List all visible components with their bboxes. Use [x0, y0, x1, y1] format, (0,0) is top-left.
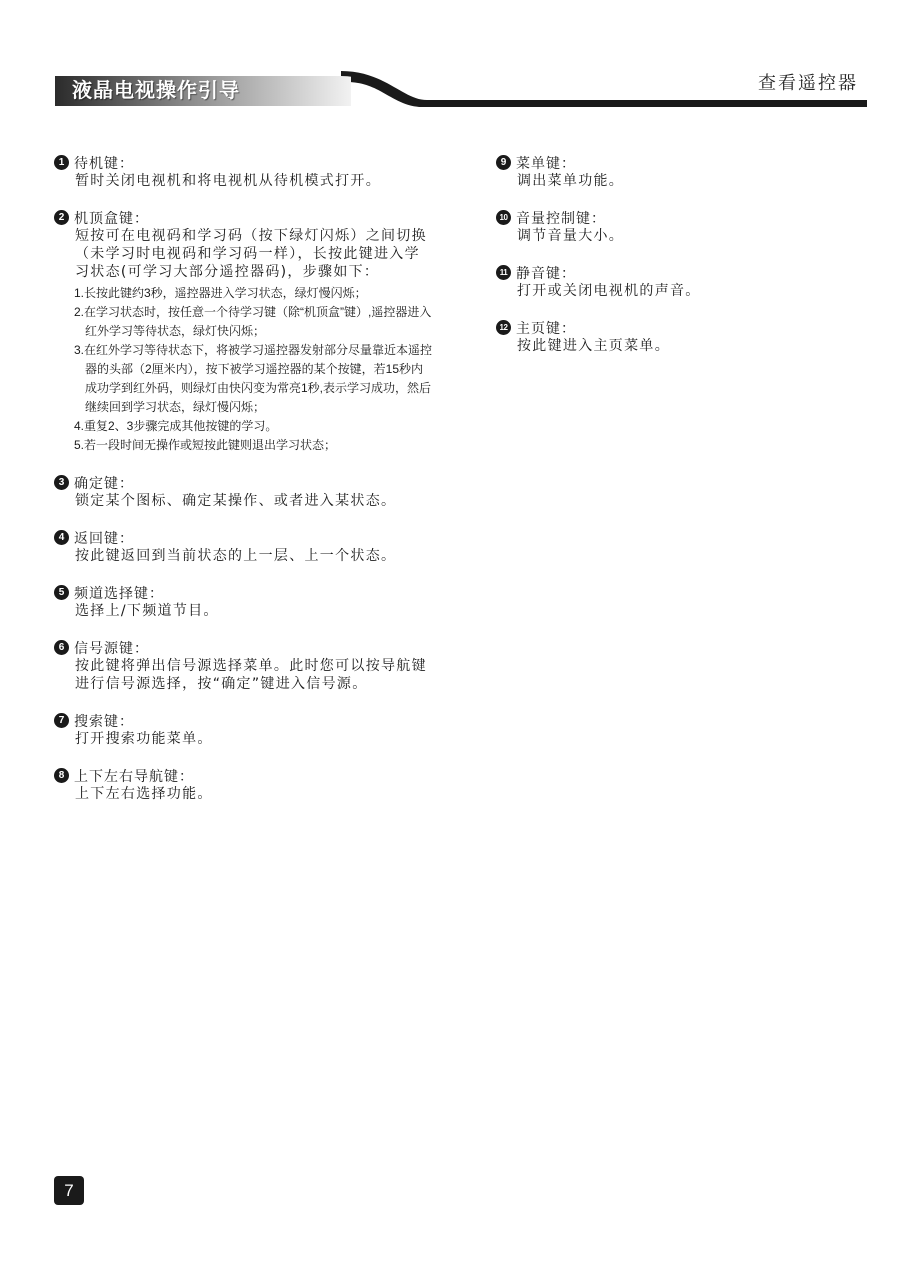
number-badge: 7: [54, 713, 69, 728]
step-text: 1.长按此键约3秒，遥控器进入学习状态，绿灯慢闪烁；: [74, 286, 367, 300]
key-item-menu: [496, 153, 866, 190]
learning-steps: [74, 284, 434, 455]
key-item-navigation: [54, 766, 434, 803]
item-title: 返回键：: [74, 530, 134, 547]
item-title: 待机键：: [74, 155, 134, 172]
item-title: 搜索键：: [74, 713, 134, 730]
number-badge: 9: [496, 155, 511, 170]
key-item-source: [54, 638, 434, 693]
item-desc: 打开或关闭电视机的声音。: [517, 283, 701, 299]
item-title: 菜单键：: [516, 155, 576, 172]
key-item-mute: [496, 263, 866, 300]
key-item-standby: [54, 153, 434, 190]
number-badge: 6: [54, 640, 69, 655]
key-item-channel: [54, 583, 434, 620]
item-desc: 按此键将弹出信号源选择菜单。此时您可以按导航键进行信号源选择，按“确定”键进入信号源。: [75, 658, 427, 692]
step-text: 3.在红外学习等待状态下，将被学习遥控器发射部分尽量靠近本遥控器的头部（2厘米内），按下被学习遥控器的某个按键，若15秒内成功学到红外码，则绿灯由快闪变为常亮1秒,表示学习成功，然后继续回到学习状态，绿灯慢闪烁；: [74, 343, 433, 414]
number-badge: 2: [54, 210, 69, 225]
key-item-back: [54, 528, 434, 565]
number-badge: 10: [496, 210, 511, 225]
page-number: 7: [54, 1176, 84, 1205]
item-title: 信号源键：: [74, 640, 149, 657]
item-desc: 上下左右选择功能。: [75, 786, 213, 802]
key-item-ok: [54, 473, 434, 510]
item-title: 机顶盒键：: [74, 210, 149, 227]
item-desc: 调出菜单功能。: [517, 173, 625, 189]
item-desc: 选择上/下频道节目。: [75, 603, 219, 619]
item-desc: 按此键返回到当前状态的上一层、上一个状态。: [75, 548, 397, 564]
key-item-search: [54, 711, 434, 748]
item-desc: 打开搜索功能菜单。: [75, 731, 213, 747]
item-title: 频道选择键：: [74, 585, 164, 602]
key-item-home: [496, 318, 866, 355]
number-badge: 4: [54, 530, 69, 545]
item-title: 音量控制键：: [516, 210, 606, 227]
item-title: 静音键：: [516, 265, 576, 282]
key-item-volume: [496, 208, 866, 245]
item-title: 确定键：: [74, 475, 134, 492]
number-badge: 5: [54, 585, 69, 600]
step-text: 4.重复2、3步骤完成其他按键的学习。: [74, 419, 278, 433]
number-badge: 11: [496, 265, 511, 280]
item-desc: 短按可在电视码和学习码（按下绿灯闪烁）之间切换（未学习时电视码和学习码一样），长按此键进入学习状态(可学习大部分遥控器码)，步骤如下：: [75, 228, 427, 280]
item-desc: 调节音量大小。: [517, 228, 625, 244]
item-desc: 按此键进入主页菜单。: [517, 338, 670, 354]
section-title: 查看遥控器: [758, 73, 858, 94]
step-text: 2.在学习状态时，按任意一个待学习键（除“机顶盒”键）,遥控器进入红外学习等待状态，绿灯快闪烁；: [74, 305, 432, 338]
step-text: 5.若一段时间无操作或短按此键则退出学习状态；: [74, 438, 337, 452]
key-item-settop-box: [54, 208, 434, 455]
item-desc: 暂时关闭电视机和将电视机从待机模式打开。: [75, 173, 381, 189]
item-title: 主页键：: [516, 320, 576, 337]
right-column: [496, 153, 866, 373]
number-badge: 8: [54, 768, 69, 783]
left-column: [54, 153, 434, 821]
item-title: 上下左右导航键：: [74, 768, 194, 785]
number-badge: 1: [54, 155, 69, 170]
header-title: 液晶电视操作引导: [72, 78, 240, 102]
number-badge: 12: [496, 320, 511, 335]
item-desc: 锁定某个图标、确定某操作、或者进入某状态。: [75, 493, 397, 509]
number-badge: 3: [54, 475, 69, 490]
